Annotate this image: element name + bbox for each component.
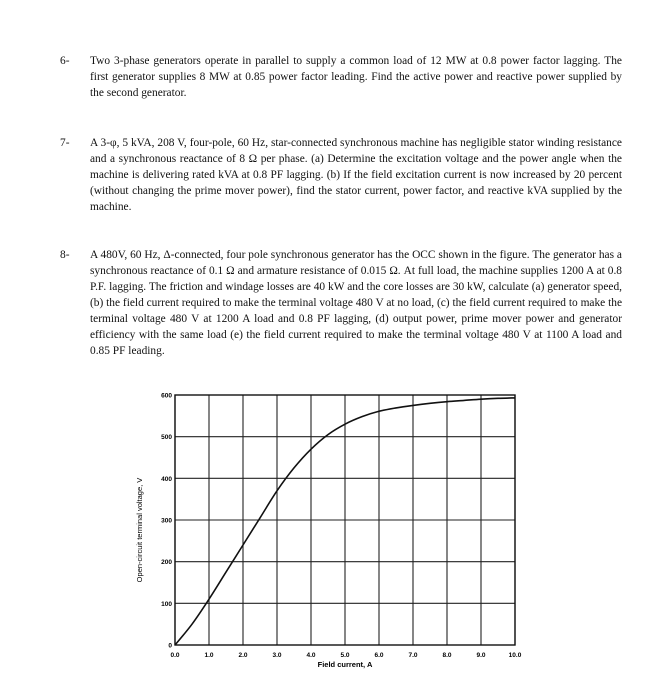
y-tick-label-1: 100: [161, 600, 172, 608]
x-tick-label-4: 4.0: [306, 652, 316, 659]
y-tick-label-6: 600: [161, 392, 172, 400]
x-tick-label-1: 1.0: [204, 652, 214, 659]
problem-6-number: 6-: [60, 55, 70, 67]
y-tick-label-2: 200: [161, 559, 172, 567]
problem-7: [60, 135, 622, 215]
x-tick-labels: [170, 652, 521, 659]
x-tick-label-8: 8.0: [442, 652, 452, 659]
problem-8: [60, 247, 622, 359]
y-tick-label-0: 0: [168, 642, 172, 650]
problem-6-text: Two 3-phase generators operate in parallel to supply a common load of 12 MW at 0.8 power factor lagging. The first generator supplies 8 MW at 0.85 power factor leading. Find the active power and reactive power supplied by the second generator.: [90, 55, 622, 99]
x-tick-label-5: 5.0: [340, 652, 350, 659]
problem-8-text: A 480V, 60 Hz, Δ-connected, four pole synchronous generator has the OCC shown in the figure. The generator has a synchronous reactance of 0.1 Ω and armature resistance of 0.015 Ω. At full load, the machine supplies 1200 A at 0.8 P.F. lagging. The friction and windage losses are 40 kW and the core losses are 30 kW, calculate (a) generator speed, (b) the field current required to make the terminal voltage 480 V at no load, (c) the field current required to make the terminal voltage 480 V at 1200 A load and 0.8 PF lagging, (d) output power, prime mover power and generator efficiency with the same load (e) the field current required to make the terminal voltage 480 V at 1100 A load and 0.85 PF leading.: [90, 249, 622, 357]
x-tick-label-2: 2.0: [238, 652, 248, 659]
x-tick-label-6: 6.0: [374, 652, 384, 659]
x-tick-label-10: 10.0: [508, 652, 522, 659]
problem-6: [60, 53, 622, 101]
x-tick-label-9: 9.0: [476, 652, 486, 659]
y-tick-label-4: 400: [161, 475, 172, 483]
problem-7-text: A 3-φ, 5 kVA, 208 V, four-pole, 60 Hz, star-connected synchronous machine has negligible stator winding resistance and a synchronous reactance of 8 Ω per phase. (a) Determine the excitation voltage and the power angle when the machine is delivering rated kVA at 0.8 PF lagging. (b) If the field excitation current is now increased by 20 percent (without changing the prime mover power), find the stator current, power factor, and reactive kVA supplied by the machine.: [90, 137, 622, 213]
problem-8-number: 8-: [60, 249, 70, 261]
x-axis-label: Field current, A: [317, 660, 373, 669]
x-tick-label-3: 3.0: [272, 652, 282, 659]
y-tick-labels: [161, 393, 172, 650]
chart-grid: [175, 395, 515, 645]
occ-chart: [130, 383, 530, 673]
x-tick-label-0: 0.0: [170, 652, 180, 659]
x-tick-label-7: 7.0: [408, 652, 418, 659]
y-axis-label: Open-circuit terminal voltage, V: [135, 477, 144, 583]
problem-7-number: 7-: [60, 137, 70, 149]
y-tick-label-3: 300: [161, 517, 172, 525]
y-tick-label-5: 500: [161, 434, 172, 442]
